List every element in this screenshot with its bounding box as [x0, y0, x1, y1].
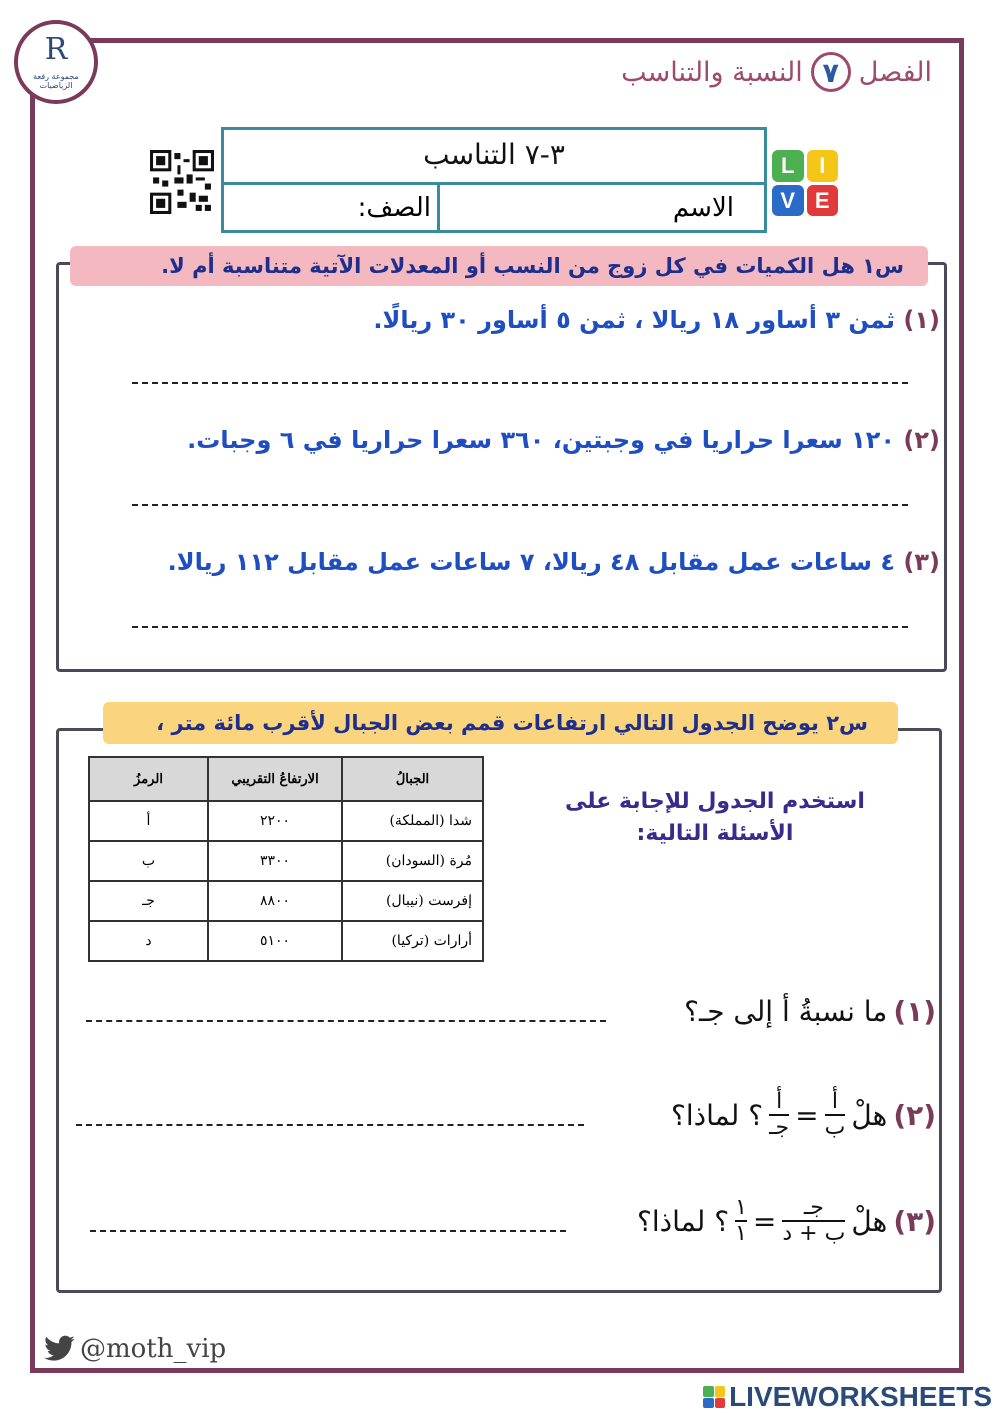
s2-q3-suffix: ؟ لماذا؟	[636, 1204, 730, 1238]
table-row	[89, 881, 483, 921]
table-cell: ب	[89, 841, 208, 881]
s1-question-2	[187, 426, 940, 454]
s1-q1-close: )	[903, 306, 915, 334]
s1-answer-line-2[interactable]	[132, 504, 908, 506]
table-header-height: الارتفاعُ التقريبي	[208, 757, 342, 801]
header-table	[221, 127, 767, 233]
s2-q1-num: (١)	[893, 995, 936, 1028]
s2-answer-line-1[interactable]	[86, 1020, 606, 1022]
s1-q2-close: )	[903, 426, 915, 454]
table-cell: إفرست (نيبال)	[342, 881, 483, 921]
live-badge	[772, 150, 838, 216]
table-row	[89, 801, 483, 841]
s2-question-1	[684, 995, 936, 1028]
table-cell: ٢٢٠٠	[208, 801, 342, 841]
liveworksheets-text: LIVEWORKSHEETS	[729, 1381, 992, 1412]
s2-q2-suffix: ؟ لماذا؟	[670, 1098, 764, 1132]
s2-q2-equals: =	[795, 1098, 819, 1132]
s2-q3-frac1-den: ب + د	[782, 1221, 846, 1246]
s2-answer-line-3[interactable]	[90, 1230, 566, 1232]
table-cell: أرارات (تركيا)	[342, 921, 483, 961]
s2-question-2	[671, 1090, 936, 1140]
s2-q2-fraction-right	[769, 1090, 789, 1140]
table-cell: د	[89, 921, 208, 961]
class-field[interactable]: الصف:	[224, 185, 440, 233]
s1-answer-line-1[interactable]	[132, 382, 908, 384]
s2-q2-frac2-den: جـ	[769, 1115, 790, 1140]
table-cell: ٨٨٠٠	[208, 881, 342, 921]
s1-q3-close: )	[903, 548, 915, 576]
section1-title: س١ هل الكميات في كل زوج من النسب أو المعدلات الآتية متناسبة أم لا.	[70, 246, 928, 286]
s2-q2-prefix: هلْ	[851, 1098, 888, 1132]
qr-code-icon	[150, 150, 214, 214]
s1-question-3	[168, 548, 940, 576]
s1-q2-num: (٢	[914, 426, 940, 454]
table-row	[89, 921, 483, 961]
s2-q3-fraction-right	[735, 1196, 747, 1246]
liveworksheets-brand	[703, 1381, 992, 1413]
live-letter-e: E	[807, 185, 839, 217]
name-field[interactable]: الاسم	[672, 193, 734, 223]
s1-question-1	[373, 306, 940, 334]
s2-q3-prefix: هلْ	[851, 1204, 888, 1238]
s1-q3-num: (٣	[914, 548, 940, 576]
s1-q1-text: ثمن ٣ أساور ١٨ ريالا ، ثمن ٥ أساور ٣٠ ريالًا.	[373, 306, 896, 334]
s2-q3-equals: =	[752, 1204, 777, 1238]
table-header-symbol: الرمزُ	[89, 757, 208, 801]
s2-q1-text: ما نسبةُ أ إلى جـ؟	[684, 995, 888, 1028]
chapter-title: النسبة والتناسب	[621, 56, 803, 88]
table-cell: مُرة (السودان)	[342, 841, 483, 881]
s2-q3-num: (٣)	[893, 1204, 936, 1238]
section2-title: س٢ يوضح الجدول التالي ارتفاعات قمم بعض الجبال لأقرب مائة متر ،	[103, 702, 898, 744]
mountains-table	[88, 756, 484, 962]
chapter-heading	[621, 52, 932, 92]
s2-q3-frac2-den: ١	[735, 1221, 747, 1246]
section2-instruction: استخدم الجدول للإجابة على الأسئلة التالية:	[565, 789, 865, 846]
s1-answer-line-3[interactable]	[132, 626, 908, 628]
s2-q3-frac2-num: ١	[735, 1195, 747, 1220]
table-header-row	[89, 757, 483, 801]
s2-q3-frac1-num: جـ	[803, 1195, 824, 1220]
s2-q2-frac1-den: ب	[824, 1115, 846, 1140]
table-cell: شدا (المملكة)	[342, 801, 483, 841]
s1-q2-text: ١٢٠ سعرا حراريا في وجبتين، ٣٦٠ سعرا حراريا في ٦ وجبات.	[187, 426, 896, 454]
chapter-label: الفصل	[858, 56, 932, 88]
s2-q2-fraction-left	[825, 1090, 846, 1140]
table-cell: أ	[89, 801, 208, 841]
table-header-mountain: الجبالُ	[342, 757, 483, 801]
s2-q2-frac1-num: أ	[831, 1089, 839, 1114]
s2-question-3	[637, 1196, 936, 1246]
s2-q2-frac2-num: أ	[776, 1089, 783, 1114]
twitter-handle: @moth_vip	[80, 1334, 227, 1364]
twitter-credit	[44, 1334, 226, 1364]
lesson-title: ٣-٧ التناسب	[224, 130, 764, 185]
s1-q3-text: ٤ ساعات عمل مقابل ٤٨ ريالا، ٧ ساعات عمل مقابل ١١٢ ريالا.	[167, 548, 896, 576]
table-cell: ٥١٠٠	[208, 921, 342, 961]
live-letter-l: L	[772, 150, 804, 182]
logo-letter: R	[44, 32, 68, 67]
s2-answer-line-2[interactable]	[76, 1124, 584, 1126]
logo-caption: مجموعة رفعة الرياضيات	[33, 72, 79, 90]
s1-q1-num: (١	[914, 306, 940, 334]
live-letter-v: V	[772, 185, 804, 217]
table-cell: جـ	[89, 881, 208, 921]
twitter-bird-icon	[44, 1335, 76, 1363]
logo	[14, 20, 98, 104]
live-letter-i: I	[807, 150, 839, 182]
s2-q3-fraction-left	[782, 1196, 845, 1246]
chapter-number: ٧	[811, 52, 851, 92]
table-row	[89, 841, 483, 881]
table-cell: ٣٣٠٠	[208, 841, 342, 881]
liveworksheets-logo-icon	[703, 1386, 725, 1408]
s2-q2-num: (٢)	[893, 1098, 936, 1132]
